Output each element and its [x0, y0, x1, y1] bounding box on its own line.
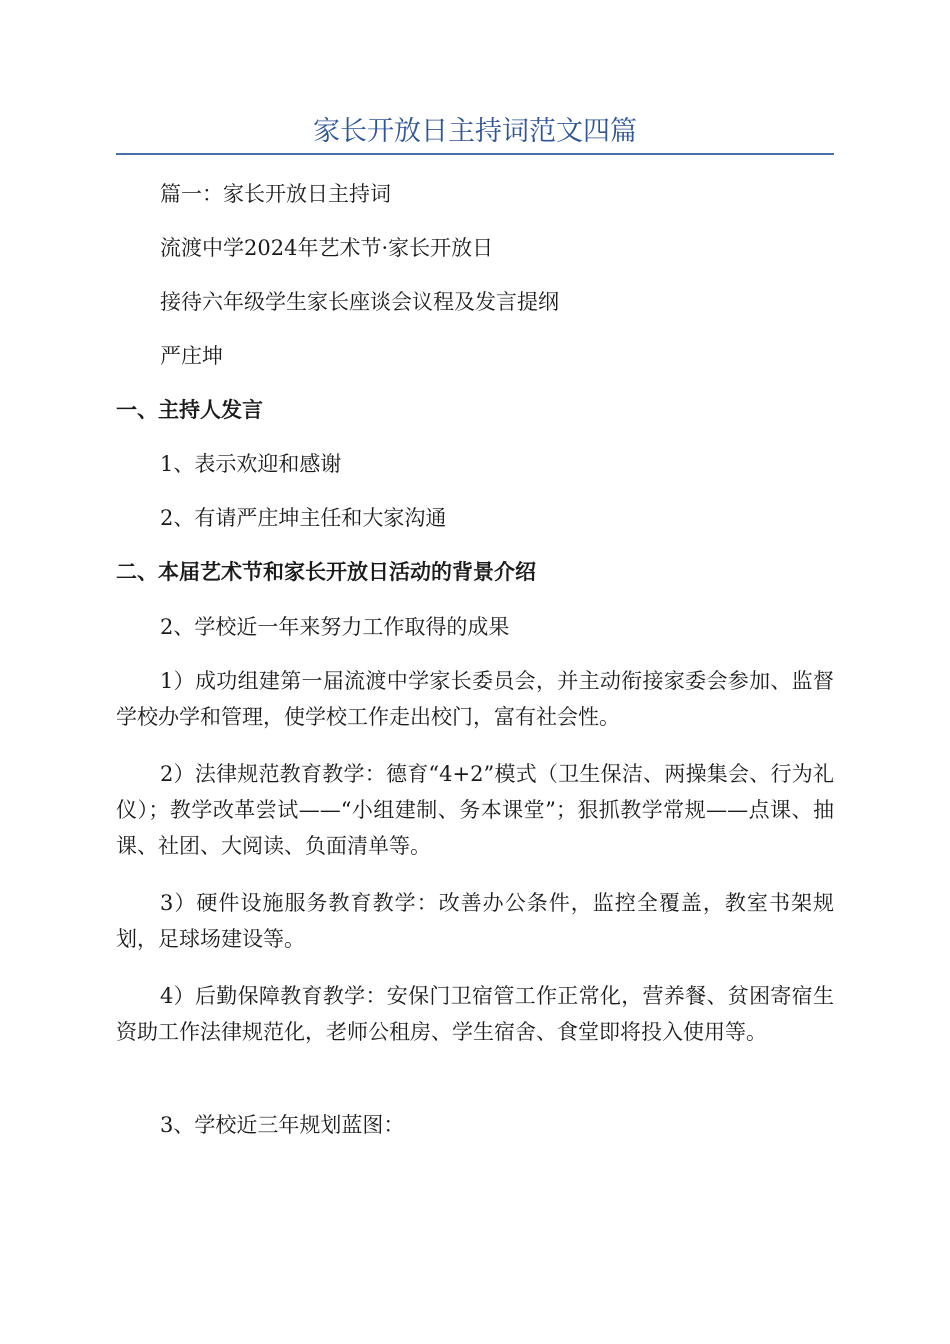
list-item: 3、学校近三年规划蓝图： [160, 1113, 405, 1137]
list-item: 2、学校近一年来努力工作取得的成果 [160, 615, 510, 639]
agenda-subtitle: 接待六年级学生家长座谈会议程及发言提纲 [160, 290, 559, 314]
section-heading-background: 二、本届艺术节和家长开放日活动的背景介绍 [116, 559, 536, 584]
part-heading: 篇一：家长开放日主持词 [160, 182, 391, 206]
event-name: 流渡中学2024年艺术节·家长开放日 [160, 236, 494, 260]
document-title: 家长开放日主持词范文四篇 [313, 116, 637, 147]
paragraph: 3）硬件设施服务教育教学：改善办公条件，监控全覆盖，教室书架规划，足球场建设等。 [116, 891, 834, 951]
paragraph: 2）法律规范教育教学：德育“4+2”模式（卫生保洁、两操集会、行为礼仪）；教学改革尝试——“小组建制、务本课堂”；狠抓教学常规——点课、抽课、社团、大阅读、负面清单等。 [116, 762, 834, 858]
author-name: 严庄坤 [160, 344, 223, 368]
list-item: 1、表示欢迎和感谢 [160, 452, 342, 476]
paragraph: 1）成功组建第一届流渡中学家长委员会，并主动衔接家委会参加、监督学校办学和管理，使学校工作走出校门，富有社会性。 [116, 669, 834, 729]
paragraph: 4）后勤保障教育教学：安保门卫宿管工作正常化，营养餐、贫困寄宿生资助工作法律规范化，老师公租房、学生宿舍、食堂即将投入使用等。 [116, 984, 834, 1044]
title-underline [116, 153, 834, 155]
list-item: 2、有请严庄坤主任和大家沟通 [160, 506, 447, 530]
section-heading-host-speech: 一、主持人发言 [116, 397, 263, 422]
